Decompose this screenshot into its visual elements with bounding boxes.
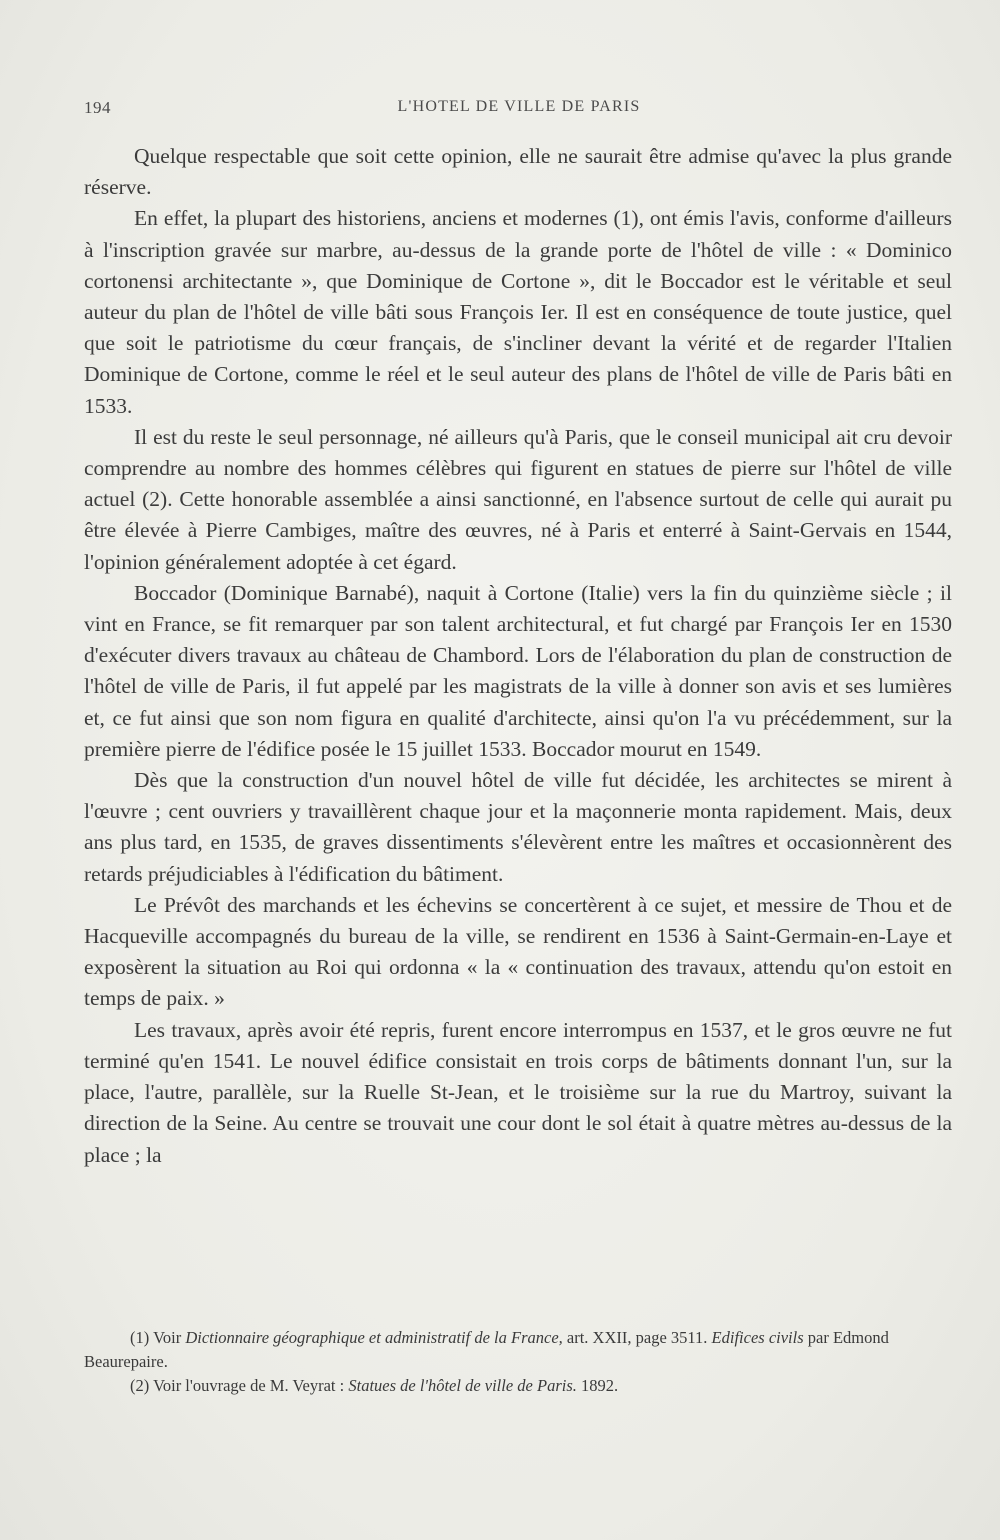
paragraph: Le Prévôt des marchands et les échevins se concertèrent à ce sujet, et messire de Thou et de Hacqueville accompagnés du bureau de la ville, se rendirent en 1536 à Saint-Germain-en-Laye et exposèrent la situation au Roi qui ordonna « la « continuation des travaux, attendu qu'on estoit en temps de paix. » <box>84 892 952 1011</box>
paragraph: Quelque respectable que soit cette opinion, elle ne saurait être admise qu'avec la plus grande réserve. <box>84 144 952 200</box>
footnote-tail: par Edmond Beaurepaire. <box>84 1328 889 1371</box>
footnote-title: Edifices civils <box>711 1328 804 1347</box>
page-header <box>84 98 954 128</box>
footnote-1 <box>84 1326 956 1374</box>
footnote-title: Dictionnaire géographique et administratif de la France, <box>185 1328 563 1347</box>
running-title: L'HOTEL DE VILLE DE PARIS <box>397 98 641 115</box>
footnote-mid: art. XXII, page 3511. <box>562 1328 712 1347</box>
footnote-lead: (1) Voir <box>130 1328 186 1347</box>
footnote-lead: (2) Voir l'ouvrage de M. Veyrat : <box>130 1376 349 1395</box>
paragraph: Boccador (Dominique Barnabé), naquit à Cortone (Italie) vers la fin du quinzième siècle ; il vint en France, se fit remarquer par son talent architectural, et fut chargé par François Ier en 1530 d'exécuter divers travaux au château de Chambord. Lors de l'élaboration du plan de construction de l'hôtel de ville de Paris, il fut appelé par les magistrats de la ville à donner son avis et ses lumières et, ce fut ainsi que son nom figura en qualité d'architecte, ainsi qu'on l'a vu précédemment, sur la première pierre de l'édifice posée le 15 juillet 1533. Boccador mourut en 1549. <box>84 580 952 761</box>
paragraph: Il est du reste le seul personnage, né ailleurs qu'à Paris, que le conseil municipal ait cru devoir comprendre au nombre des hommes célèbres qui figurent en statues de pierre sur l'hôtel de ville actuel (2). Cette honorable assemblée a ainsi sanctionné, en l'absence surtout de celle qui aurait pu être élevée à Pierre Cambiges, maître des œuvres, né à Paris et enterré à Saint-Gervais en 1544, l'opinion généralement adoptée à cet égard. <box>84 424 952 574</box>
footnote-2 <box>84 1374 956 1398</box>
footnote-tail: 1892. <box>576 1376 619 1395</box>
footnotes <box>84 1326 956 1398</box>
paragraph: Dès que la construction d'un nouvel hôtel de ville fut décidée, les architectes se mirent à l'œuvre ; cent ouvriers y travaillèrent chaque jour et la maçonnerie monta rapidement. Mais, deux ans plus tard, en 1535, de graves dissentiments s'élevèrent entre les maîtres et occasionnèrent des retards préjudiciables à l'édification du bâtiment. <box>84 768 952 886</box>
body-text <box>84 141 952 1171</box>
paragraph: En effet, la plupart des historiens, anciens et modernes (1), ont émis l'avis, conforme d'ailleurs à l'inscription gravée sur marbre, au-dessus de la grande porte de l'hôtel de ville : « Dominico cortonensi architectante », que Dominique de Cortone », dit le Boccador est le véritable et seul auteur du plan de l'hôtel de ville bâti sous François Ier. Il est en conséquence de toute justice, quel que soit le patriotisme du cœur français, de s'incliner devant la vérité et de regarder l'Italien Dominique de Cortone, comme le réel et le seul auteur des plans de l'hôtel de ville de Paris bâti en 1533. <box>84 206 952 418</box>
page-number: 194 <box>84 98 111 117</box>
footnote-title: Statues de l'hôtel de ville de Paris. <box>348 1376 577 1395</box>
paragraph: Les travaux, après avoir été repris, furent encore interrompus en 1537, et le gros œuvre ne fut terminé qu'en 1541. Le nouvel édifice consistait en trois corps de bâtiments donnant l'un, sur la place, l'autre, parallèle, sur la Ruelle St-Jean, et le troisième sur la rue du Martroy, suivant la direction de la Seine. Au centre se trouvait une cour dont le sol était à quatre mètres au-dessus de la place ; la <box>84 1017 952 1167</box>
